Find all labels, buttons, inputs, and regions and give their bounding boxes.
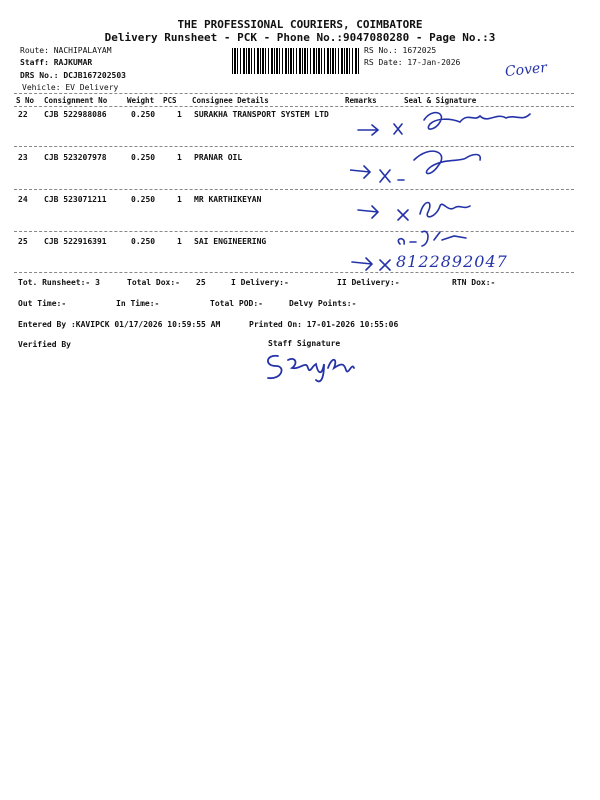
verified-by: Verified By [18, 340, 71, 349]
rs-number: RS No.: 1672025 [364, 46, 437, 55]
entered-by: Entered By :KAVIPCK 01/17/2026 10:59:55 AM [18, 320, 221, 329]
row-weight: 0.250 [131, 153, 156, 162]
row-pcs: 1 [177, 153, 182, 162]
handwritten-cover-note: Cover [504, 59, 548, 81]
total-dox-value: 25 [196, 278, 206, 287]
in-time: In Time:- [116, 299, 160, 308]
handwritten-phone: 8122892047 [396, 252, 508, 271]
total-dox-label: Total Dox:- [127, 278, 180, 287]
row-consignment: CJB 523071211 [44, 195, 107, 204]
row-consignee: SAI ENGINEERING [194, 237, 267, 246]
col-weight: Weight [127, 96, 155, 105]
row-weight: 0.250 [131, 110, 156, 119]
rtn-dox: RTN Dox:- [452, 278, 496, 287]
row-pcs: 1 [177, 110, 182, 119]
row-consignment: CJB 523207978 [44, 153, 107, 162]
rs-date: RS Date: 17-Jan-2026 [364, 58, 461, 67]
staff-label: Staff: RAJKUMAR [20, 58, 93, 67]
col-seal-signature: Seal & Signature [404, 96, 477, 105]
drs-number: DRS No.: DCJB167202503 [20, 71, 126, 80]
row-pcs: 1 [177, 237, 182, 246]
row-consignment: CJB 522988086 [44, 110, 107, 119]
col-consignment: Consignment No [44, 96, 108, 105]
route-label: Route: NACHIPALAYAM [20, 46, 112, 55]
company-title: THE PROFESSIONAL COURIERS, COIMBATORE [177, 18, 423, 31]
tot-runsheet: Tot. Runsheet:- 3 [18, 278, 100, 287]
row-consignee: PRANAR OIL [194, 153, 243, 162]
col-sno: S No [16, 96, 35, 105]
printed-on: Printed On: 17-01-2026 10:55:06 [249, 320, 399, 329]
vehicle-label: Vehicle: EV Delivery [22, 83, 119, 92]
row-sno: 22 [18, 110, 28, 119]
staff-signature-label: Staff Signature [268, 339, 341, 348]
row-weight: 0.250 [131, 237, 156, 246]
row-pcs: 1 [177, 195, 182, 204]
staff-signature-icon [262, 350, 372, 386]
header-divider-top [14, 93, 574, 94]
out-time: Out Time:- [18, 299, 67, 308]
delvy-points: Delvy Points:- [289, 299, 357, 308]
row-consignee: SURAKHA TRANSPORT SYSTEM LTD [194, 110, 329, 119]
barcode [232, 48, 360, 74]
total-pod: Total POD:- [210, 299, 263, 308]
row-sno: 23 [18, 153, 28, 162]
row-sno: 25 [18, 237, 28, 246]
row-consignee: MR KARTHIKEYAN [194, 195, 262, 204]
row-weight: 0.250 [131, 195, 156, 204]
row-sno: 24 [18, 195, 28, 204]
col-remarks: Remarks [345, 96, 377, 105]
col-consignee: Consignee Details [192, 96, 269, 105]
row-consignment: CJB 522916391 [44, 237, 107, 246]
col-pcs: PCS [163, 96, 177, 105]
i-delivery: I Delivery:- [231, 278, 289, 287]
ii-delivery: II Delivery:- [337, 278, 400, 287]
runsheet-title: Delivery Runsheet - PCK - Phone No.:9047080280 - Page No.:3 [104, 31, 496, 44]
